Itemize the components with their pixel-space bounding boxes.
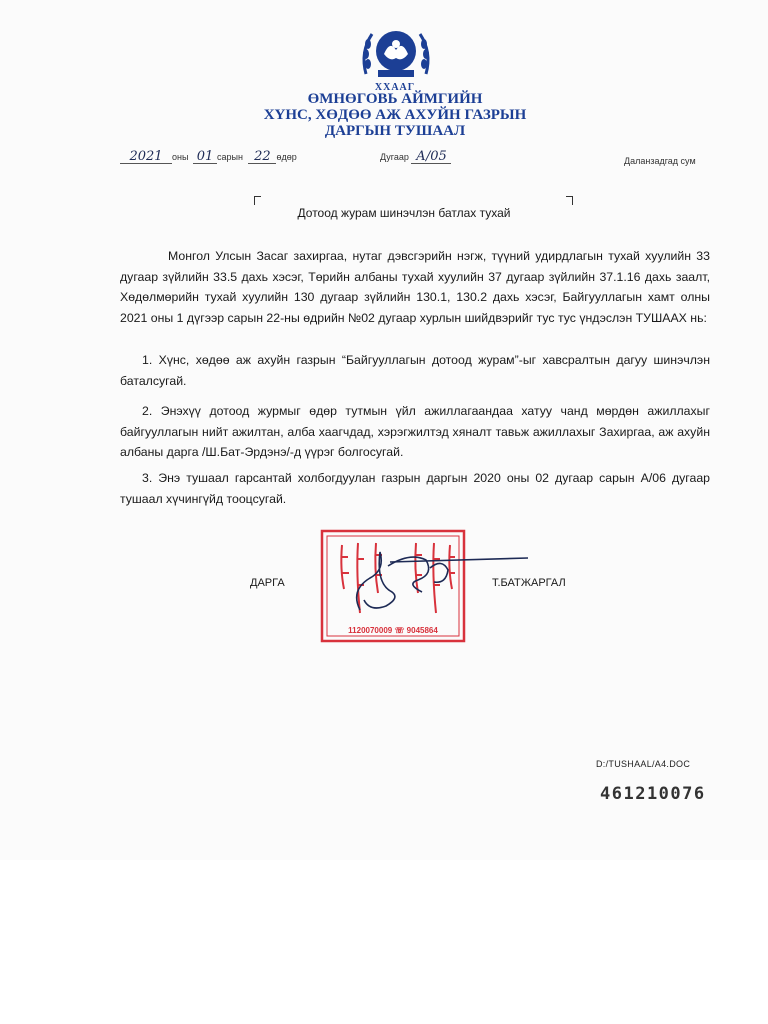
date-month-suffix: сарын: [216, 152, 243, 162]
date-month: 01: [193, 150, 217, 164]
date-day-suffix: өдөр: [276, 152, 297, 162]
order-date: [120, 150, 297, 164]
signatory-title: ДАРГА: [250, 577, 285, 589]
org-abbreviation: ХХААГ: [374, 82, 416, 93]
file-reference: D:/TUSHAAL/A4.DOC: [596, 759, 691, 769]
document-serial-number: 461210076: [600, 784, 706, 804]
subject-bracket-left: [254, 196, 261, 205]
date-year: 2021: [120, 150, 172, 164]
date-year-suffix: оны: [172, 152, 189, 162]
order-number: [380, 150, 451, 164]
order-item-1: 1. Хүнс, хөдөө аж ахуйн газрын “Байгууллагын дотоод журам”-ыг хавсралтын дагуу шинэчлэн баталсугай.: [120, 353, 710, 388]
org-name-line-2: ХҮНС, ХӨДӨӨ АЖ АХУЙН ГАЗРЫН: [263, 107, 527, 123]
org-name-line-1: ӨМНӨГОВЬ АЙМГИЙН: [307, 91, 483, 107]
order-title: ДАРГЫН ТУШААЛ: [324, 123, 466, 139]
subject-bracket-right: [566, 196, 573, 205]
issue-place: Даланзадгад сум: [624, 156, 696, 166]
date-day: 22: [248, 150, 276, 164]
stamp-number: 1120070009 ☏ 9045864: [348, 626, 438, 635]
number-label: Дугаар: [380, 152, 409, 162]
order-preamble: Монгол Улсын Засаг захиргаа, нутаг дэвсгэрийн нэгж, түүний удирдлагын тухай хуулийн 33 дугаар зүйлийн 33.5 дахь хэсэг, Төрийн албаны тухай хуулийн 37 дугаар зүйлийн 37.1.16 дахь заалт, Хөдөлмөрийн тухай хуулийн 130 дугаар зүйлийн 130.1, 130.2 дахь хэсэг, Байгууллагын хамт олны 2021 оны 1 дүгээр сарын 22-ны өдрийн №02 дугаар хурлын шийдвэрийг тус тус үндэслэн ТУШААХ нь:: [120, 249, 710, 325]
order-item-3: 3. Энэ тушаал гарсантай холбогдуулан газрын даргын 2020 оны 02 дугаар сарын А/06 дугаар тушаал хүчингүйд тооцсугай.: [120, 471, 710, 506]
ministry-emblem-icon: [358, 24, 434, 80]
number-value: А/05: [411, 150, 451, 164]
order-item-2: 2. Энэхүү дотоод журмыг өдөр тутмын үйл ажиллагаандаа хатуу чанд мөрдөн ажиллахыг байгууллагын нийт ажилтан, алба хаагчдад, хэрэгжилтэд хяналт тавьж ажиллахыг Захиргаа, аж ахуйн албаны дарга /Ш.Бат-Эрдэнэ/-д үүрэг болгосугай.: [120, 404, 710, 459]
signatory-name: Т.БАТЖАРГАЛ: [492, 577, 566, 589]
order-subject: Дотоод журам шинэчлэн батлах тухай: [297, 206, 511, 220]
